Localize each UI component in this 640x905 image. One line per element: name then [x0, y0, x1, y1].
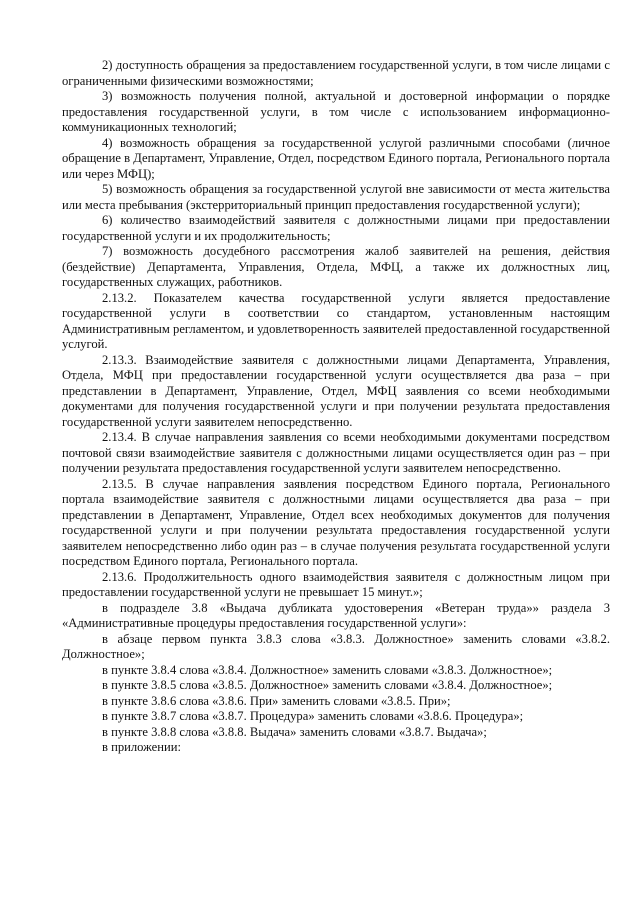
document-page: [62, 58, 610, 756]
paragraph-amend-3-8-7: в пункте 3.8.7 слова «3.8.7. Процедура» заменить словами «3.8.6. Процедура»;: [102, 709, 524, 723]
paragraph-item-3: 3) возможность получения полной, актуальной и достоверной информации о порядке предоставления государственной услуги, в том числе с использованием информационно-коммуникационных технологий;: [62, 89, 610, 134]
paragraph-subsection-3-8: в подразделе 3.8 «Выдача дубликата удостоверения «Ветеран труда»» раздела 3 «Административные процедуры предоставления государственной услуги»:: [62, 600, 610, 630]
paragraph-item-4: 4) возможность обращения за государственной услугой различными способами (личное обращение в Департамент, Управление, Отдел, посредством Единого портала, Регионального портала или через МФЦ);: [62, 135, 610, 181]
paragraph-amend-3-8-3: в абзаце первом пункта 3.8.3 слова «3.8.3. Должностное» заменить словами «3.8.2. Должностное»;: [62, 631, 610, 661]
paragraph-2-13-2: 2.13.2. Показателем качества государственной услуги является предоставление государственной услуги в соответствии со стандартом, установленным настоящим Административным регламентом, и удовлетворенность заявителей предоставленной государственной услугой.: [62, 290, 610, 351]
paragraph-2-13-3: 2.13.3. Взаимодействие заявителя с должностными лицами Департамента, Управления, Отдела, МФЦ при предоставлении государственной услуги осуществляется два раза – при представлении в Департамент, Управление, Отдел, МФЦ заявления со всеми необходимыми документами для получения государственной услуги и при получении результата предоставления государственной услуги заявителем непосредственно.: [62, 352, 610, 429]
paragraph-amend-3-8-8: в пункте 3.8.8 слова «3.8.8. Выдача» заменить словами «3.8.7. Выдача»;: [102, 724, 487, 739]
paragraph-amend-3-8-5: в пункте 3.8.5 слова «3.8.5. Должностное» заменить словами «3.8.4. Должностное»;: [102, 678, 553, 692]
paragraph-appendix: в приложении:: [102, 740, 181, 754]
paragraph-item-6: 6) количество взаимодействий заявителя с должностными лицами при предоставлении государственной услуги и их продолжительность;: [62, 213, 610, 243]
paragraph-item-7: 7) возможность досудебного рассмотрения жалоб заявителей на решения, действия (бездействие) Департамента, Управления, Отдела, МФЦ, а также их должностных лиц, государственных служащих, работников.: [62, 244, 610, 289]
paragraph-item-2: 2) доступность обращения за предоставлением государственной услуги, в том числе лицами с ограниченными физическими возможностями;: [62, 58, 610, 88]
paragraph-amend-3-8-4: в пункте 3.8.4 слова «3.8.4. Должностное» заменить словами «3.8.3. Должностное»;: [102, 662, 553, 677]
paragraph-2-13-4: 2.13.4. В случае направления заявления со всеми необходимыми документами посредством почтовой связи взаимодействие заявителя с должностными лицами осуществляется один раз – при получении результата предоставления государственной услуги заявителем непосредственно.: [62, 430, 610, 475]
paragraph-2-13-5: 2.13.5. В случае направления заявления посредством Единого портала, Регионального портала взаимодействие заявителя с должностными лицами осуществляется два раза – при представлении в Департамент, Управление, Отдел всех необходимых документов для получения государственной услуги и при получении результата предоставления государственной услуги заявителем непосредственно либо один раз – в случае получения результата государственной услуги посредством Единого портала, Регионального портала.: [62, 476, 610, 568]
paragraph-item-5: 5) возможность обращения за государственной услугой вне зависимости от места жительства или места пребывания (экстерриториальный принцип предоставления государственной услуги);: [62, 182, 610, 212]
paragraph-amend-3-8-6: в пункте 3.8.6 слова «3.8.6. При» заменить словами «3.8.5. При»;: [102, 693, 451, 708]
paragraph-2-13-6: 2.13.6. Продолжительность одного взаимодействия заявителя с должностным лицом при предоставлении государственной услуги не превышает 15 минут.»;: [62, 569, 610, 599]
